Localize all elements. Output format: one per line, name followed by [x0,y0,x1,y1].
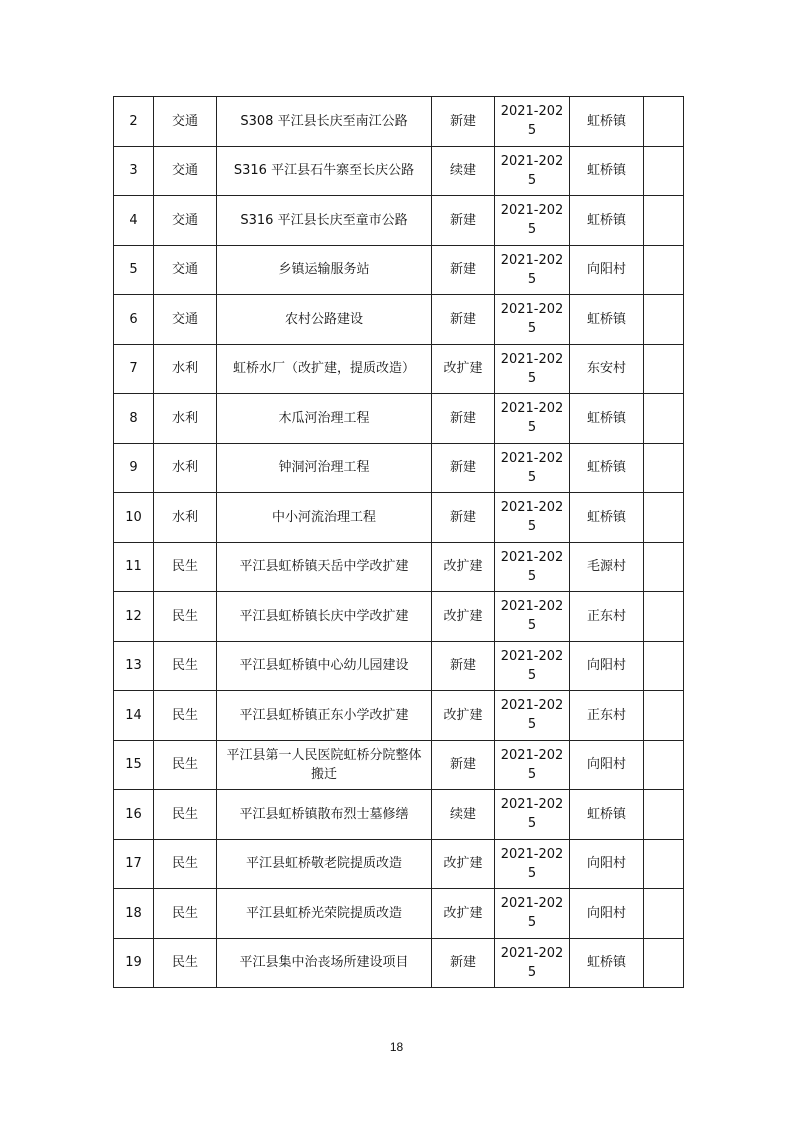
table-row [114,493,684,543]
note-cell [644,493,684,543]
note-cell [644,394,684,444]
location-cell: 向阳村 [570,245,644,295]
construction-type-cell: 改扩建 [432,542,495,592]
category-cell: 水利 [154,394,217,444]
row-number: 10 [114,493,154,543]
project-name-cell: S316 平江县长庆至童市公路 [217,196,432,246]
construction-type-cell: 续建 [432,146,495,196]
note-cell [644,344,684,394]
category-cell: 交通 [154,245,217,295]
period-cell: 2021-2025 [495,740,570,790]
construction-type-cell: 新建 [432,295,495,345]
construction-type-cell: 新建 [432,97,495,147]
construction-type-cell: 新建 [432,443,495,493]
project-name-cell: 平江县虹桥镇长庆中学改扩建 [217,592,432,642]
table-row [114,344,684,394]
category-cell: 交通 [154,146,217,196]
row-number: 19 [114,938,154,988]
table-row [114,839,684,889]
table-row [114,938,684,988]
project-name-cell: 钟洞河治理工程 [217,443,432,493]
row-number: 15 [114,740,154,790]
period-cell: 2021-2025 [495,839,570,889]
location-cell: 虹桥镇 [570,196,644,246]
period-cell: 2021-2025 [495,97,570,147]
project-name-cell: 木瓜河治理工程 [217,394,432,444]
project-name-cell: 平江县集中治丧场所建设项目 [217,938,432,988]
row-number: 2 [114,97,154,147]
table-row [114,97,684,147]
note-cell [644,592,684,642]
row-number: 17 [114,839,154,889]
project-name-cell: 平江县虹桥镇散布烈士墓修缮 [217,790,432,840]
location-cell: 虹桥镇 [570,938,644,988]
table-row [114,740,684,790]
category-cell: 水利 [154,344,217,394]
category-cell: 民生 [154,691,217,741]
project-name-cell: S316 平江县石牛寨至长庆公路 [217,146,432,196]
location-cell: 虹桥镇 [570,97,644,147]
project-name-cell: S308 平江县长庆至南江公路 [217,97,432,147]
project-name-cell: 平江县第一人民医院虹桥分院整体搬迁 [217,740,432,790]
location-cell: 正东村 [570,691,644,741]
period-cell: 2021-2025 [495,542,570,592]
row-number: 12 [114,592,154,642]
project-name-cell: 平江县虹桥光荣院提质改造 [217,889,432,939]
category-cell: 民生 [154,542,217,592]
table-row [114,889,684,939]
construction-type-cell: 新建 [432,394,495,444]
location-cell: 虹桥镇 [570,493,644,543]
location-cell: 虹桥镇 [570,443,644,493]
project-name-cell: 平江县虹桥镇中心幼儿园建设 [217,641,432,691]
location-cell: 正东村 [570,592,644,642]
construction-type-cell: 改扩建 [432,691,495,741]
row-number: 5 [114,245,154,295]
location-cell: 向阳村 [570,641,644,691]
period-cell: 2021-2025 [495,790,570,840]
construction-type-cell: 改扩建 [432,889,495,939]
period-cell: 2021-2025 [495,295,570,345]
category-cell: 民生 [154,592,217,642]
period-cell: 2021-2025 [495,592,570,642]
period-cell: 2021-2025 [495,641,570,691]
category-cell: 民生 [154,938,217,988]
location-cell: 向阳村 [570,889,644,939]
construction-type-cell: 新建 [432,196,495,246]
project-name-cell: 中小河流治理工程 [217,493,432,543]
note-cell [644,889,684,939]
note-cell [644,295,684,345]
row-number: 13 [114,641,154,691]
category-cell: 民生 [154,839,217,889]
row-number: 7 [114,344,154,394]
period-cell: 2021-2025 [495,394,570,444]
period-cell: 2021-2025 [495,245,570,295]
row-number: 8 [114,394,154,444]
note-cell [644,146,684,196]
location-cell: 向阳村 [570,740,644,790]
construction-type-cell: 新建 [432,938,495,988]
row-number: 11 [114,542,154,592]
project-table [113,96,684,988]
note-cell [644,641,684,691]
location-cell: 毛源村 [570,542,644,592]
construction-type-cell: 改扩建 [432,344,495,394]
location-cell: 虹桥镇 [570,790,644,840]
note-cell [644,790,684,840]
page-number: 18 [389,1040,404,1054]
category-cell: 交通 [154,97,217,147]
table-row [114,394,684,444]
note-cell [644,443,684,493]
construction-type-cell: 新建 [432,641,495,691]
note-cell [644,245,684,295]
table-row [114,542,684,592]
construction-type-cell: 改扩建 [432,592,495,642]
construction-type-cell: 新建 [432,245,495,295]
period-cell: 2021-2025 [495,344,570,394]
note-cell [644,691,684,741]
note-cell [644,839,684,889]
row-number: 6 [114,295,154,345]
note-cell [644,740,684,790]
location-cell: 虹桥镇 [570,295,644,345]
category-cell: 民生 [154,641,217,691]
period-cell: 2021-2025 [495,196,570,246]
row-number: 3 [114,146,154,196]
construction-type-cell: 新建 [432,493,495,543]
period-cell: 2021-2025 [495,691,570,741]
table-row [114,295,684,345]
category-cell: 民生 [154,790,217,840]
row-number: 14 [114,691,154,741]
note-cell [644,542,684,592]
project-name-cell: 平江县虹桥镇天岳中学改扩建 [217,542,432,592]
category-cell: 水利 [154,493,217,543]
table-row [114,592,684,642]
row-number: 9 [114,443,154,493]
project-name-cell: 平江县虹桥镇正东小学改扩建 [217,691,432,741]
project-name-cell: 虹桥水厂（改扩建，提质改造） [217,344,432,394]
project-name-cell: 农村公路建设 [217,295,432,345]
note-cell [644,938,684,988]
project-name-cell: 乡镇运输服务站 [217,245,432,295]
table-row [114,245,684,295]
note-cell [644,196,684,246]
note-cell [644,97,684,147]
construction-type-cell: 新建 [432,740,495,790]
construction-type-cell: 改扩建 [432,839,495,889]
location-cell: 向阳村 [570,839,644,889]
category-cell: 水利 [154,443,217,493]
category-cell: 民生 [154,889,217,939]
row-number: 18 [114,889,154,939]
period-cell: 2021-2025 [495,443,570,493]
table-row [114,641,684,691]
period-cell: 2021-2025 [495,889,570,939]
table-row [114,146,684,196]
table-row [114,443,684,493]
row-number: 16 [114,790,154,840]
location-cell: 虹桥镇 [570,146,644,196]
table-row [114,196,684,246]
row-number: 4 [114,196,154,246]
construction-type-cell: 续建 [432,790,495,840]
table-row [114,790,684,840]
location-cell: 东安村 [570,344,644,394]
project-name-cell: 平江县虹桥敬老院提质改造 [217,839,432,889]
period-cell: 2021-2025 [495,493,570,543]
project-table-body [114,97,684,988]
category-cell: 交通 [154,196,217,246]
category-cell: 交通 [154,295,217,345]
category-cell: 民生 [154,740,217,790]
table-row [114,691,684,741]
period-cell: 2021-2025 [495,938,570,988]
period-cell: 2021-2025 [495,146,570,196]
location-cell: 虹桥镇 [570,394,644,444]
